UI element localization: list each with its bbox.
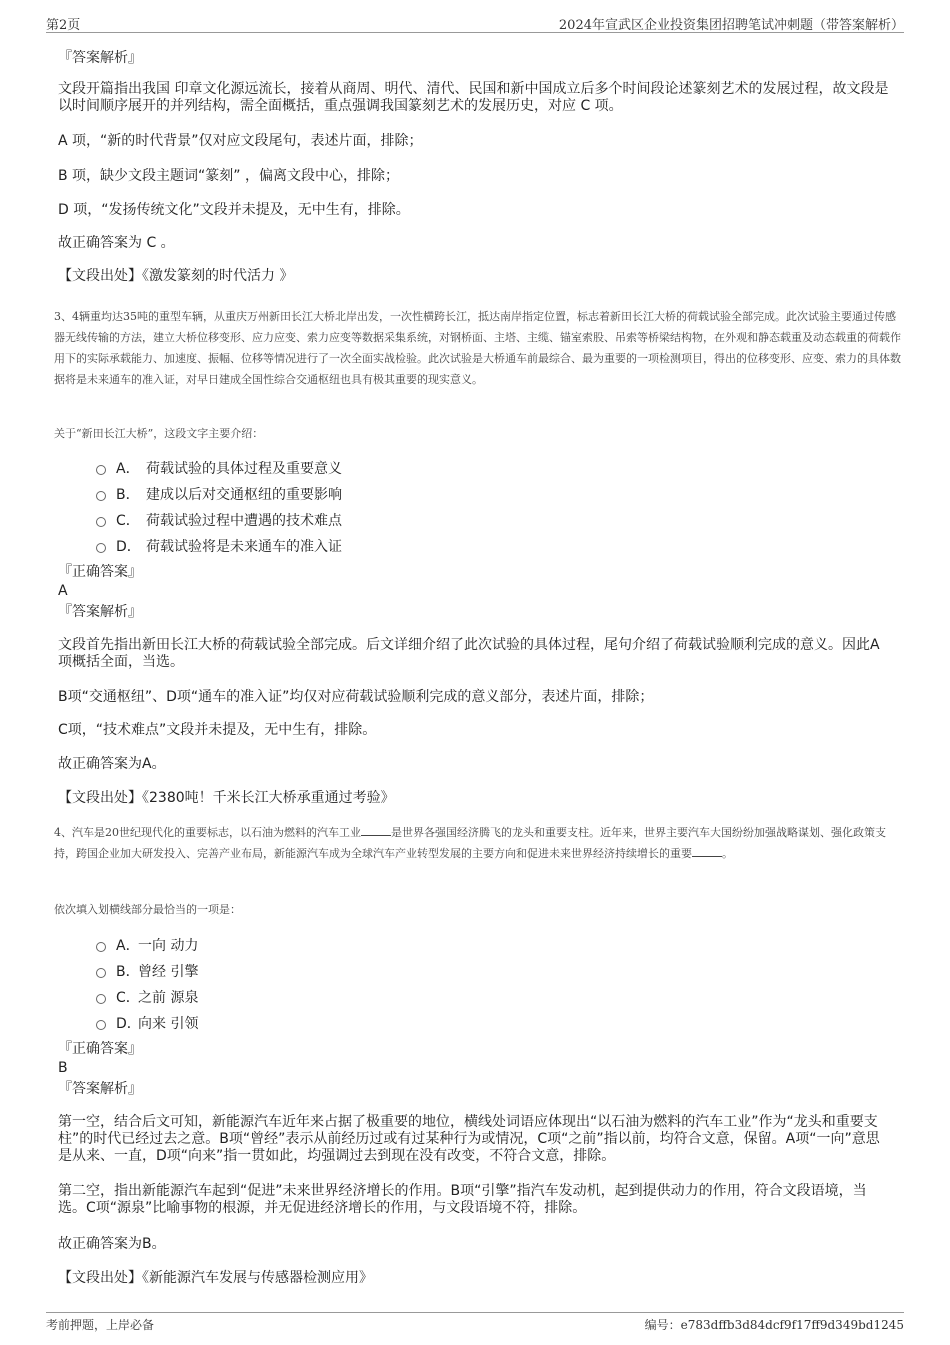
q4-analysis-label: 『答案解析』 (58, 1081, 142, 1097)
q3-conclusion: 故正确答案为A。 (58, 756, 166, 772)
q2-option-b-analysis: B 项，缺少文段主题词“篆刻” ，偏离文段中心，排除； (58, 168, 400, 184)
q4-analysis-2: 第二空，指出新能源汽车起到“促进”未来世界经济增长的作用。B项“引擎”指汽车发动机，起到提供动力的作用，符合文段语境，当选。C项“源泉”比喻事物的根源，并无促进经济增长的作用，与文段语境不符，排除。 (58, 1183, 867, 1216)
q4-option-a[interactable]: A． 一向 动力 (96, 935, 198, 955)
radio-icon[interactable] (96, 465, 106, 475)
q3-option-d[interactable]: D． 荷载试验将是未来通车的准入证 (96, 536, 342, 556)
q3-option-b[interactable]: B． 建成以后对交通枢纽的重要影响 (96, 484, 342, 504)
q2-analysis-label: 『答案解析』 (58, 50, 142, 66)
q2-option-d-analysis: D 项，“发扬传统文化”文段并未提及，无中生有，排除。 (58, 202, 410, 218)
q4-option-c[interactable]: C． 之前 源泉 (96, 987, 198, 1007)
q3-analysis-text: 文段首先指出新田长江大桥的荷载试验全部完成。后文详细介绍了此次试验的具体过程，尾句介绍了荷载试验顺利完成的意义。因此A项概括全面，当选。 (58, 637, 880, 670)
q4-question: 依次填入划横线部分最恰当的一项是： (54, 903, 241, 916)
q3-answer-label: 『正确答案』 (58, 564, 142, 580)
radio-icon[interactable] (96, 994, 106, 1004)
q3-option-a[interactable]: A． 荷载试验的具体过程及重要意义 (96, 458, 342, 478)
document-title: 2024年宣武区企业投资集团招聘笔试冲刺题（带答案解析） (558, 18, 904, 33)
q4-stem: 4、汽车是20世纪现代化的重要标志，以石油为燃料的汽车工业 是世界各强国经济腾飞的龙头和重要支柱。近年来，世界主要汽车大国纷纷加强战略谋划、强化政策支持，跨国企业加大研发投入、完善产业布局，新能源汽车成为全球汽车产业转型发展的主要方向和促进未来世界经济持续增长的重要 。 (54, 826, 886, 860)
fill-blank-1 (361, 824, 391, 836)
q3-answer: A (58, 583, 68, 599)
q3-stem: 3、4辆重均达35吨的重型车辆，从重庆万州新田长江大桥北岸出发，一次性横跨长江，抵达南岸指定位置，标志着新田长江大桥的荷载试验全部完成。此次试验主要通过传感器无线传输的方法，建立大桥位移变形、应力应变、索力应变等数据采集系统，对钢桥面、主塔、主缆、锚室索股、吊索等桥梁结构物，在外观和静态载重及动态载重的荷载作用下的实际承载能力、加速度、振幅、位移等情况进行了一次全面实战检验。此次试验是大桥通车前最综合、最为重要的一项检测项目，得出的位移变形、应变、索力的具体数据将是未来通车的准入证，对早日建成全国性综合交通枢纽也具有极其重要的现实意义。 (54, 310, 901, 386)
q3-option-c-analysis: C项，“技术难点”文段并未提及，无中生有，排除。 (58, 722, 377, 738)
q4-answer: B (58, 1060, 68, 1076)
q3-question: 关于“新田长江大桥”，这段文字主要介绍： (54, 427, 264, 440)
q3-option-c[interactable]: C． 荷载试验过程中遭遇的技术难点 (96, 510, 342, 530)
q2-conclusion: 故正确答案为 C 。 (58, 235, 175, 251)
q4-option-b[interactable]: B． 曾经 引擎 (96, 961, 198, 981)
q3-source: 【文段出处】《2380吨！千米长江大桥承重通过考验》 (58, 790, 395, 806)
fill-blank-2 (692, 845, 722, 857)
radio-icon[interactable] (96, 491, 106, 501)
q4-conclusion: 故正确答案为B。 (58, 1236, 166, 1252)
q4-answer-label: 『正确答案』 (58, 1041, 142, 1057)
q4-analysis-1: 第一空，结合后文可知，新能源汽车近年来占据了极重要的地位，横线处词语应体现出“以石油为燃料的汽车工业”作为“龙头和重要支柱”的时代已经过去之意。B项“曾经”表示从前经历过或有过某种行为或情况，C项“之前”指以前，均符合文意，保留。A项“一向”意思是从来、一直，D项“向来”指一贯如此，均强调过去到现在没有改变，不符合文意，排除。 (58, 1114, 880, 1164)
page-header (46, 12, 904, 33)
q3-analysis-label: 『答案解析』 (58, 604, 142, 620)
radio-icon[interactable] (96, 942, 106, 952)
radio-icon[interactable] (96, 968, 106, 978)
radio-icon[interactable] (96, 1020, 106, 1030)
q3-option-bd-analysis: B项“交通枢纽”、D项“通车的准入证”均仅对应荷载试验顺利完成的意义部分，表述片面，排除； (58, 689, 654, 705)
q4-option-d[interactable]: D． 向来 引领 (96, 1013, 198, 1033)
q2-option-a-analysis: A 项，“新的时代背景”仅对应文段尾句，表述片面，排除； (58, 133, 423, 149)
q2-source: 【文段出处】《激发篆刻的时代活力 》 (58, 268, 294, 284)
radio-icon[interactable] (96, 543, 106, 553)
q4-source: 【文段出处】《新能源汽车发展与传感器检测应用》 (58, 1270, 373, 1286)
footer-slogan: 考前押题，上岸必备 (46, 1318, 155, 1332)
q2-analysis-text: 文段开篇指出我国 印章文化源远流长，接着从商周、明代、清代、民国和新中国成立后多个时间段论述篆刻艺术的发展过程，故文段是以时间顺序展开的并列结构，需全面概括，重点强调我国篆刻艺术的发展历史，对应 C 项。 (58, 81, 889, 114)
page-number: 第2页 (46, 18, 81, 33)
radio-icon[interactable] (96, 517, 106, 527)
document-id: 编号：e783dffb3d84dcf9f17ff9d349bd1245 (644, 1318, 904, 1332)
page-footer (46, 1312, 904, 1332)
